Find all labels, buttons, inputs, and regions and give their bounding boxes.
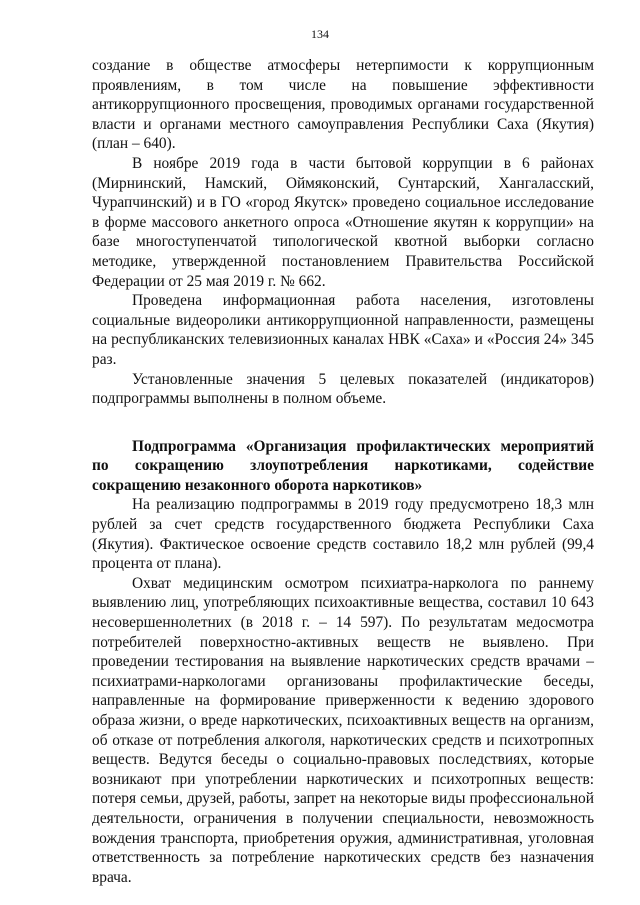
paragraph-information-work: Проведена информационная работа населения, изготовлены социальные видеоролики антикоррупционной направленности, размещены на республиканских телевизионных каналах НВК «Саха» и «Россия 24» 345 раз. <box>92 292 594 368</box>
subprogram-heading: Подпрограмма «Организация профилактических мероприятий по сокращению злоупотребления наркотиками, содействие сокращению незаконного оборота наркотиков» <box>92 437 594 494</box>
paragraph-sociological-survey: В ноябре 2019 года в части бытовой коррупции в 6 районах (Мирнинский, Намский, Оймяконский, Сунтарский, Хангаласский, Чурапчинский) и в ГО «город Якутск» проведено социальное исследование в форме массового анкетного опроса «Отношение якутян к коррупции» на базе многоступенчатой типологической квотной выборки согласно методике, утвержденной постановлением Правительства Российской Федерации от 25 мая 2019 г. № 662. <box>92 154 594 290</box>
paragraph-funding: На реализацию подпрограммы в 2019 году предусмотрено 18,3 млн рублей за счет средств государственного бюджета Республики Саха (Якутия). Фактическое освоение средств составило 18,2 млн рублей (99,4 процента от плана). <box>92 496 594 573</box>
page-number: 134 <box>311 27 329 41</box>
paragraph-target-indicators: Установленные значения 5 целевых показателей (индикаторов) подпрограммы выполнены в полном объеме. <box>92 370 594 408</box>
document-body <box>92 56 594 887</box>
paragraph-continuation: создание в обществе атмосферы нетерпимости к коррупционным проявлениям, в том числе на повышение эффективности антикоррупционного просвещения, проводимых органами государственной власти и органами местного самоуправления Республики Саха (Якутия) (план – 640). <box>92 57 594 153</box>
paragraph-medical-examination: Охват медицинским осмотром психиатра-нарколога по раннему выявлению лиц, употребляющих психоактивные вещества, составил 10 643 несовершеннолетних (в 2018 г. – 14 597). По результатам медосмотра потребителей поверхностно-активных веществ не выявлено. При проведении тестирования на выявление наркотических средств врачами – психиатрами-наркологами организованы профилактические беседы, направленные на формирование приверженности к ведению здорового образа жизни, о вреде наркотических, психоактивных веществ на организм, об отказе от потребления алкоголя, наркотических средств и психотропных веществ. Ведутся беседы о социально-правовых последствиях, которые возникают при употреблении наркотических и психотропных веществ: потеря семьи, друзей, работы, запрет на некоторые виды профессиональной деятельности, ограничения в получении специальности, невозможность вождения транспорта, приобретения оружия, административная, уголовная ответственность за потребление наркотических средств без назначения врача. <box>92 574 594 886</box>
